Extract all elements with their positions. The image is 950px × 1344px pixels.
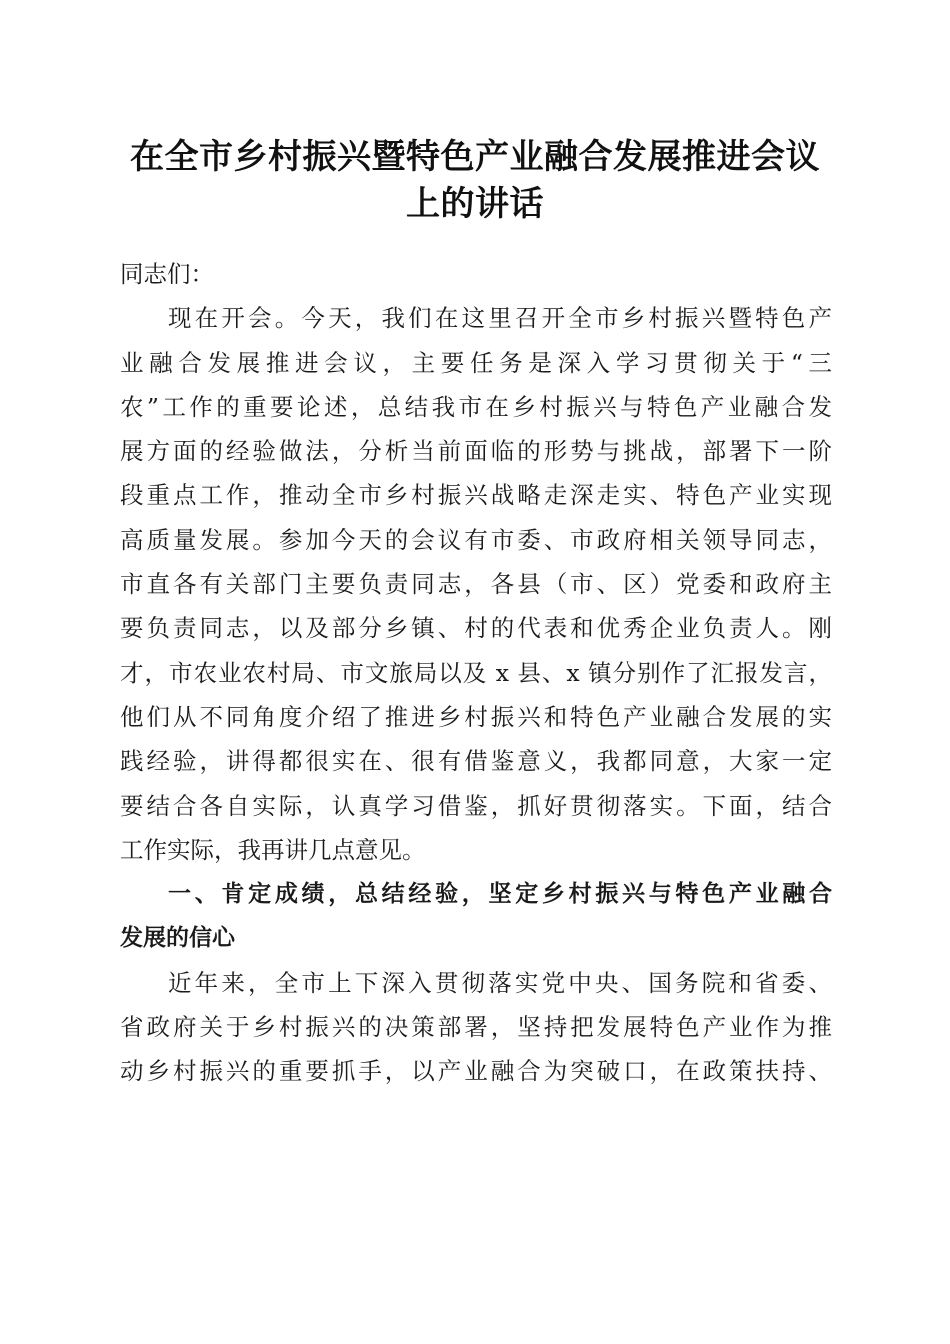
paragraph-opening [120,296,832,872]
salutation: 同志们： [120,260,214,288]
paragraph-line: 近年来，全市上下深入贯彻落实党中央、国务院和省委、 [168,968,832,997]
paragraph-line: 要负责同志，以及部分乡镇、村的代表和优秀企业负责人。刚 [120,614,832,643]
paragraph-line: 践经验，讲得都很实在、很有借鉴意义，我都同意，大家一定 [120,747,832,776]
paragraph-line: 段重点工作，推动全市乡村振兴战略走深走实、特色产业实现 [120,481,832,510]
paragraph-line: 展方面的经验做法，分析当前面临的形势与挑战，部署下一阶 [120,437,832,466]
paragraph-line: 现在开会。今天，我们在这里召开全市乡村振兴暨特色产 [168,304,832,333]
paragraph-section-1 [120,961,832,1094]
heading-line: 发展的信心 [120,925,235,952]
title-line-2: 上的讲话 [406,184,544,224]
paragraph-line: 省政府关于乡村振兴的决策部署，坚持把发展特色产业作为推 [120,1013,832,1042]
paragraph-line: 业融合发展推进会议，主要任务是深入学习贯彻关于“三 [120,348,832,377]
paragraph-line: 高质量发展。参加今天的会议有市委、市政府相关领导同志， [120,525,832,554]
document-body [120,252,832,1094]
section-heading-1 [120,872,832,961]
paragraph-line: 农”工作的重要论述，总结我市在乡村振兴与特色产业融合发 [120,392,832,421]
document-title [100,134,850,228]
heading-line: 一、肯定成绩，总结经验，坚定乡村振兴与特色产业融合 [168,881,832,908]
paragraph-line: 工作实际，我再讲几点意见。 [120,835,426,864]
paragraph-line: 他们从不同角度介绍了推进乡村振兴和特色产业融合发展的实 [120,702,832,731]
title-line-1: 在全市乡村振兴暨特色产业融合发展推进会议 [130,137,820,177]
paragraph-line: 要结合各自实际，认真学习借鉴，抓好贯彻落实。下面，结合 [120,791,832,820]
paragraph-line: 动乡村振兴的重要抓手，以产业融合为突破口，在政策扶持、 [120,1057,832,1086]
paragraph-line: 才，市农业农村局、市文旅局以及 x 县、x 镇分别作了汇报发言， [120,658,832,687]
paragraph-line: 市直各有关部门主要负责同志，各县（市、区）党委和政府主 [120,570,832,599]
